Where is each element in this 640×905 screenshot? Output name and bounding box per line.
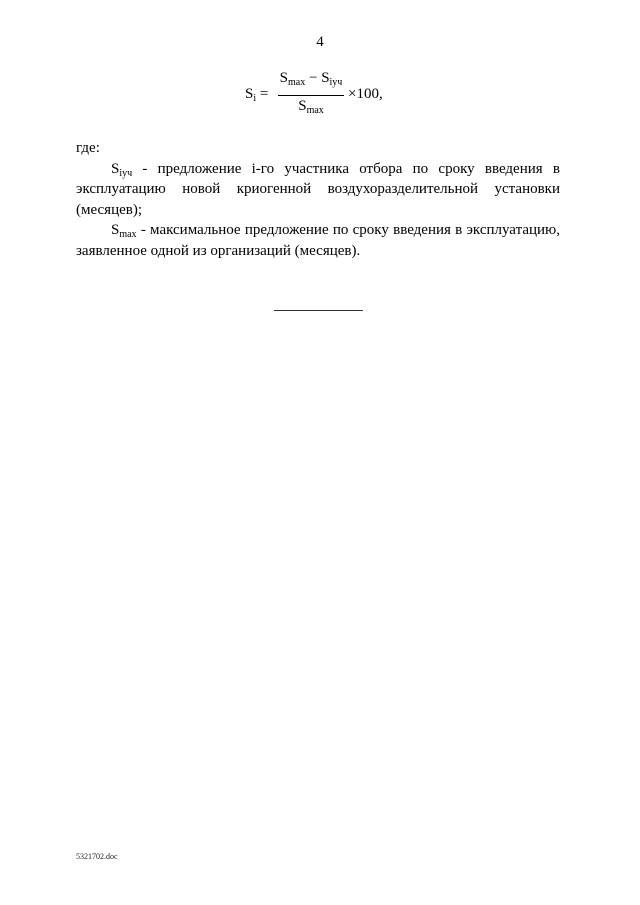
numerator-term-2: S — [321, 70, 330, 86]
denominator-term: S — [298, 98, 307, 114]
formula-lhs-subscript: i — [253, 93, 257, 104]
definition-siuch-subscript: iуч — [119, 167, 133, 179]
formula-lhs — [245, 86, 268, 103]
definition-smax-text: - максимальное предложение по сроку введения в эксплуатацию, заявленное одной из организаций (месяцев). — [76, 222, 560, 259]
formula-numerator — [278, 70, 344, 87]
definition-smax — [76, 220, 560, 261]
definitions-block — [76, 138, 560, 261]
definition-smax-symbol: S — [111, 222, 120, 238]
where-label: где: — [76, 140, 100, 156]
fraction-bar — [278, 95, 344, 96]
definition-smax-subscript: max — [119, 229, 137, 240]
definition-siuch — [76, 159, 560, 221]
definition-siuch-symbol: S — [111, 160, 120, 177]
denominator-term-subscript: max — [306, 105, 324, 116]
definition-siuch-text: - предложение i-го участника отбора по сроку введения в эксплуатацию новой криогенной воздухоразделительной установки (месяцев); — [76, 160, 560, 218]
numerator-term-1: S — [279, 70, 288, 86]
formula-lhs-symbol: S — [245, 86, 254, 102]
formula-denominator — [278, 98, 344, 115]
end-separator-line — [274, 310, 363, 311]
numerator-term-2-subscript: iуч — [329, 77, 343, 88]
page-number: 4 — [316, 34, 324, 50]
numerator-term-1-subscript: max — [288, 77, 306, 88]
formula-multiplier: ×100, — [348, 86, 383, 102]
footer-filename: 5321702.doc — [76, 852, 118, 861]
formula-equals: = — [259, 86, 269, 102]
numerator-minus: − — [308, 70, 318, 86]
